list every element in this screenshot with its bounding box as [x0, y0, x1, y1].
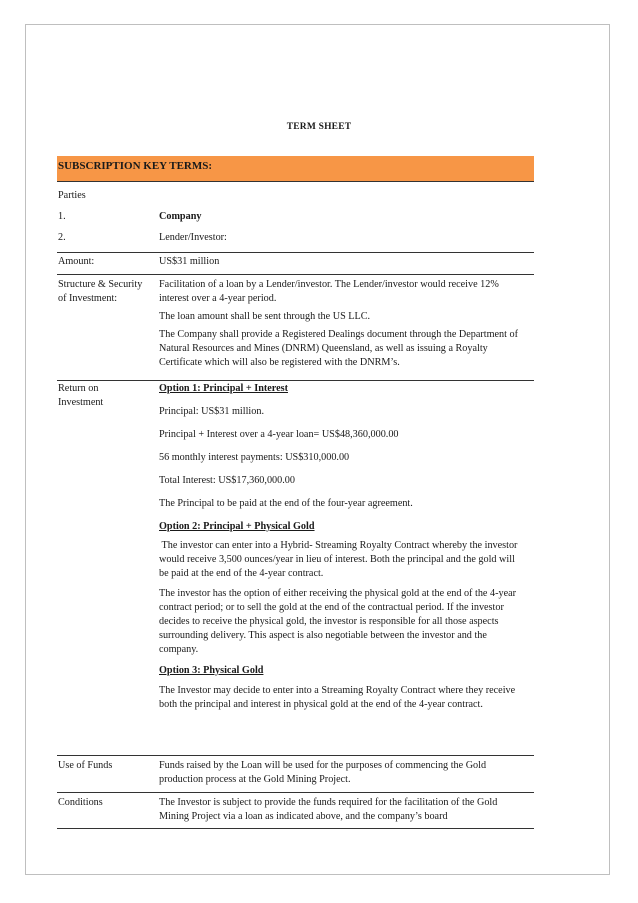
use-of-funds-label: Use of Funds: [58, 760, 113, 771]
table-header: SUBSCRIPTION KEY TERMS:: [57, 156, 534, 182]
parties-section: [57, 182, 534, 253]
return-content: [159, 382, 534, 755]
structure-para-1: Facilitation of a loan by a Lender/investor. The Lender/investor would receive 12% interest over a 4-year period.: [159, 279, 499, 304]
option-1-principal: Principal: US$31 million.: [159, 406, 264, 417]
use-of-funds-row: [57, 756, 534, 793]
conditions-value: The Investor is subject to provide the funds required for the facilitation of the Gold Mining Project via a loan as indicated above, and the company’s board: [159, 797, 498, 822]
option-2-para-2: The investor has the option of either receiving the physical gold at the end of the 4-year contract period; or to sell the gold at the end of the contractual period. If the investor decides to receive the physical gold, the investor is responsible for all those aspects surrounding delivery. This aspect is also negotiable between the investor and the company.: [159, 588, 517, 655]
amount-row: [57, 253, 534, 275]
party-1-number: 1.: [58, 211, 66, 222]
structure-para-2: The loan amount shall be sent through the US LLC.: [159, 311, 371, 322]
option-3-para-1: The Investor may decide to enter into a Streaming Royalty Contract where they receive both the principal and interest in physical gold at the end of the 4-year contract.: [159, 685, 516, 710]
option-2-title: Option 2: Principal + Physical Gold: [159, 521, 315, 532]
conditions-label: Conditions: [58, 797, 103, 808]
structure-label: Structure & Security of Investment:: [58, 279, 143, 304]
party-1-value: Company: [159, 211, 202, 222]
structure-content: [159, 278, 534, 380]
option-2-para-1: The investor can enter into a Hybrid- Streaming Royalty Contract whereby the investor would receive 3,500 ounces/year in lieu of interest. Both the principal and the gold will be paid at the end of the 4-year contract.: [159, 540, 520, 579]
option-3-title: Option 3: Physical Gold: [159, 665, 264, 676]
parties-label: Parties: [58, 190, 86, 201]
option-1-principal-terms: The Principal to be paid at the end of the four-year agreement.: [159, 498, 413, 509]
party-2-value: Lender/Investor:: [159, 232, 227, 243]
conditions-row: [57, 793, 534, 829]
option-1-title: Option 1: Principal + Interest: [159, 383, 288, 394]
return-row: [57, 381, 534, 756]
use-of-funds-value: Funds raised by the Loan will be used for the purposes of commencing the Gold production process at the Gold Mining Project.: [159, 760, 487, 785]
amount-label: Amount:: [58, 256, 95, 267]
document-title: TERM SHEET: [286, 122, 352, 132]
amount-value: US$31 million: [159, 256, 220, 267]
option-1-total-repayment: Principal + Interest over a 4-year loan= US$48,360,000.00: [159, 429, 399, 440]
structure-para-3: The Company shall provide a Registered Dealings document through the Department of Natural Resources and Mines (DNRM) Queensland, as well as issuing a Royalty Certificate which will also be registered with the DNRM’s.: [159, 329, 519, 368]
option-1-monthly-payments: 56 monthly interest payments: US$310,000.00: [159, 452, 350, 463]
option-1-total-interest: Total Interest: US$17,360,000.00: [159, 475, 295, 486]
term-sheet-table: [57, 156, 534, 829]
structure-row: [57, 275, 534, 381]
party-2-number: 2.: [58, 232, 66, 243]
return-label: Return on Investment: [58, 383, 104, 408]
